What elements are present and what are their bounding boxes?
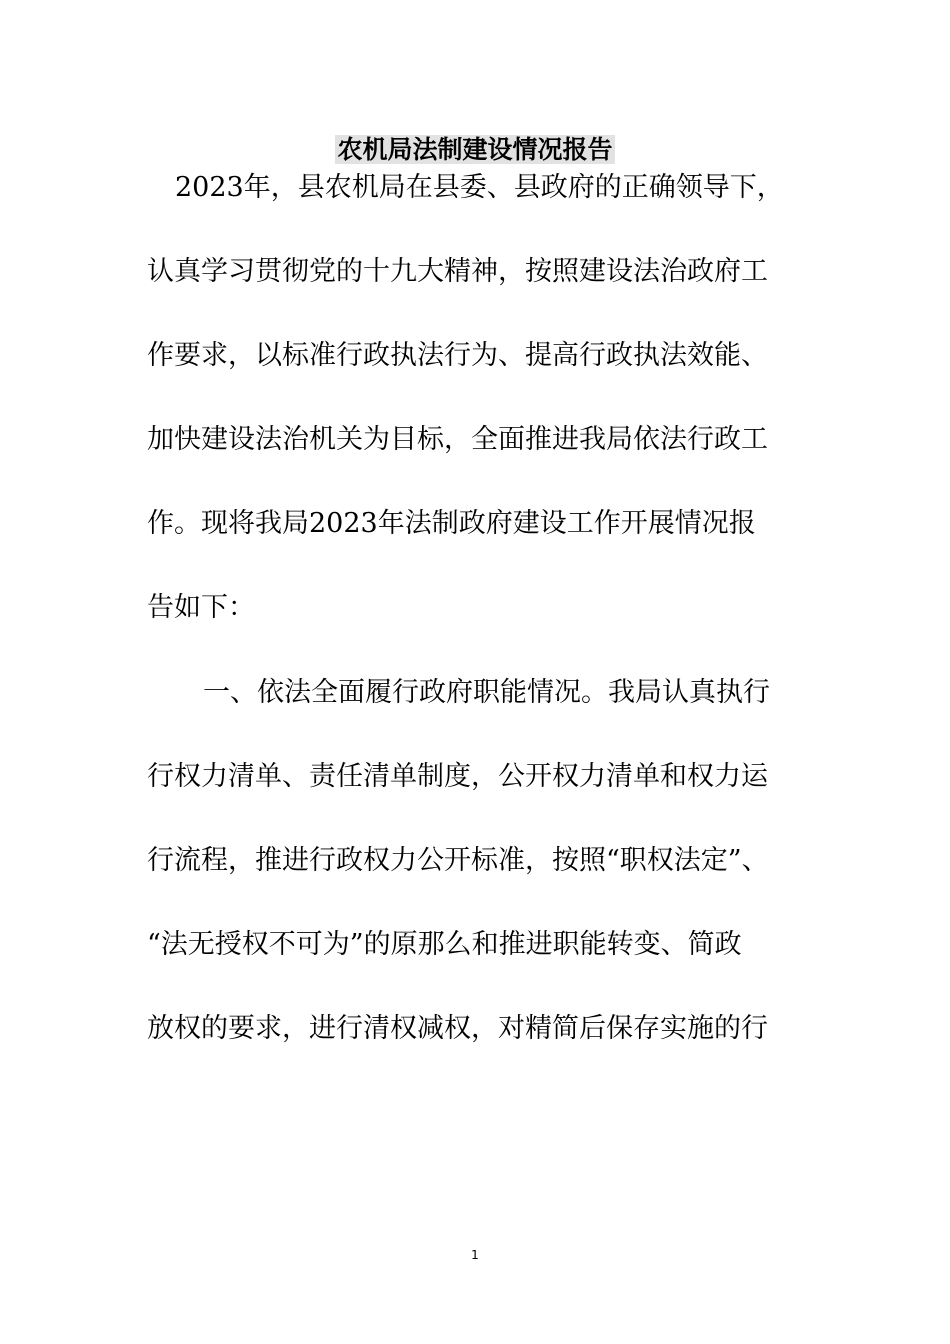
body-line-11 bbox=[0, 1009, 950, 1049]
body-line-7 bbox=[0, 673, 950, 713]
document-title-text: 农机局法制建设情况报告 bbox=[337, 135, 613, 164]
body-line-3 bbox=[0, 336, 950, 376]
body-line-11-text: 放权的要求，进行清权减权，对精简后保存实施的行 bbox=[147, 1013, 768, 1044]
body-line-5-text: 作。现将我局2023年法制政府建设工作开展情况报 bbox=[147, 508, 756, 539]
document-title bbox=[0, 133, 950, 167]
body-line-9 bbox=[0, 841, 950, 881]
body-line-1-text: 2023年，县农机局在县委、县政府的正确领导下， bbox=[175, 172, 784, 203]
body-line-10-text: “法无授权不可为”的原那么和推进职能转变、简政 bbox=[147, 929, 742, 960]
body-line-1 bbox=[0, 168, 950, 208]
body-line-3-text: 作要求，以标准行政执法行为、提高行政执法效能、 bbox=[147, 340, 768, 371]
body-line-4-text: 加快建设法治机关为目标，全面推进我局依法行政工 bbox=[147, 424, 768, 455]
body-line-8 bbox=[0, 757, 950, 797]
body-line-10 bbox=[0, 925, 950, 965]
page-number: 1 bbox=[471, 1248, 479, 1262]
body-line-9-text: 行流程，推进行政权力公开标准，按照“职权法定”、 bbox=[147, 845, 769, 876]
body-line-6-text: 告如下： bbox=[147, 592, 255, 623]
body-line-6 bbox=[0, 588, 950, 628]
body-line-4 bbox=[0, 420, 950, 460]
body-line-2 bbox=[0, 252, 950, 292]
body-line-8-text: 行权力清单、责任清单制度，公开权力清单和权力运 bbox=[147, 761, 768, 792]
body-line-2-text: 认真学习贯彻党的十九大精神，按照建设法治政府工 bbox=[147, 256, 768, 287]
body-line-7-text: 一、依法全面履行政府职能情况。我局认真执行 bbox=[203, 677, 770, 708]
body-line-5 bbox=[0, 504, 950, 544]
